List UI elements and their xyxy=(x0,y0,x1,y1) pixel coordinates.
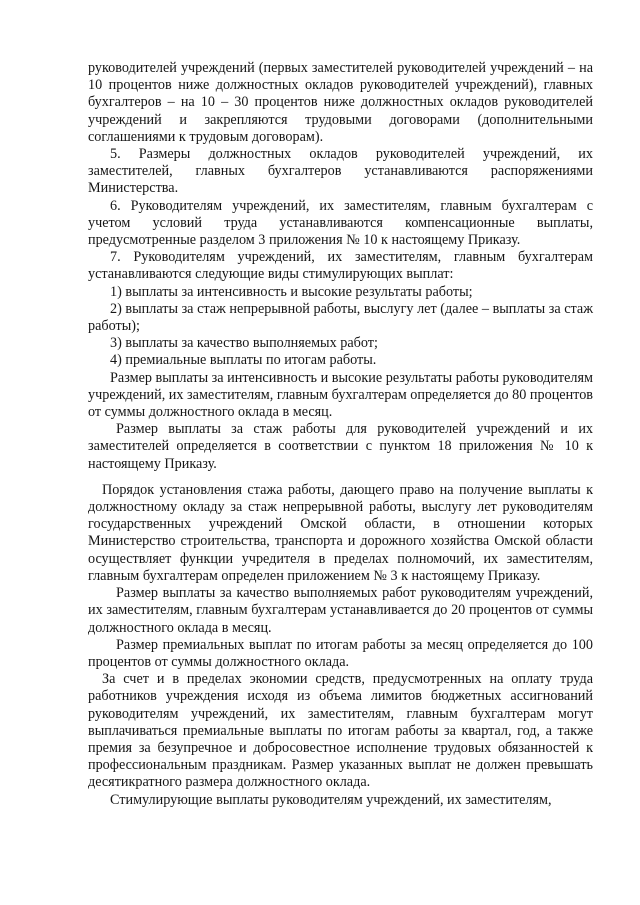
list-item-3: 3) выплаты за качество выполняемых работ; xyxy=(110,335,378,352)
paragraph-savings-bonus: За счет и в пределах экономии средств, предусмотренных на оплату труда работников учреждения исходя из объема лимитов бюджетных ассигнований руководителям учреждений, их заместителям, главным бухгалтерам могут выплачиваться премиальные выплаты по итогам работы за квартал, год, а также премия за безупречное и добросовестное исполнение трудовых обязанностей к профессиональным праздникам. Размер указанных выплат не должен превышать десятикратного размера должностного оклада. xyxy=(88,671,593,791)
paragraph-bonus-payment: Размер премиальных выплат по итогам работы за месяц определяется до 100 процентов от суммы должностного оклада. xyxy=(88,636,593,670)
paragraph-incentive-payments: Стимулирующие выплаты руководителям учреждений, их заместителям, xyxy=(110,791,552,808)
list-item-1: 1) выплаты за интенсивность и высокие результаты работы; xyxy=(110,283,473,300)
list-item-4: 4) премиальные выплаты по итогам работы. xyxy=(110,352,377,369)
paragraph-seniority-procedure: Порядок установления стажа работы, дающего право на получение выплаты к должностному окладу за стаж непрерывной работы, выслугу лет руководителям государственных учреждений Омской области, в отношении которых Министерство строительства, транспорта и дорожного хозяйства Омской области осуществляет функции учредителя в пределах полномочий, их заместителям, главным бухгалтерам определен приложением № 3 к настоящему Приказу. xyxy=(88,481,593,584)
list-item-2: 2) выплаты за стаж непрерывной работы, выслугу лет (далее – выплаты за стаж работы); xyxy=(88,300,593,335)
paragraph-1: руководителей учреждений (первых заместителей руководителей учреждений – на 10 процентов ниже должностных окладов руководителей учреждений), главных бухгалтеров – на 10 – 30 процентов ниже должностных окладов руководителей учреждений и закрепляются трудовыми договорами (дополнительными соглашениями к трудовым договорам). xyxy=(88,60,593,145)
paragraph-quality-payment: Размер выплаты за качество выполняемых работ руководителям учреждений, их заместителям, главным бухгалтерам устанавливается до 20 процентов от суммы должностного оклада в месяц. xyxy=(88,585,593,636)
paragraph-intensity-payment: Размер выплаты за интенсивность и высокие результаты работы руководителям учреждений, их заместителям, главным бухгалтерам определяется до 80 процентов от суммы должностного оклада в месяц. xyxy=(88,369,593,421)
paragraph-item-7: 7. Руководителям учреждений, их заместителям, главным бухгалтерам устанавливаются следующие виды стимулирующих выплат: xyxy=(88,249,593,283)
paragraph-item-6: 6. Руководителям учреждений, их заместителям, главным бухгалтерам с учетом условий труда устанавливаются компенсационные выплаты, предусмотренные разделом 3 приложения № 10 к настоящему Приказу. xyxy=(88,197,593,249)
paragraph-item-5: 5. Размеры должностных окладов руководителей учреждений, их заместителей, главных бухгалтеров устанавливаются распоряжениями Министерства. xyxy=(88,146,593,197)
paragraph-seniority-payment: Размер выплаты за стаж работы для руководителей учреждений и их заместителей определяется в соответствии с пунктом 18 приложения № 10 к настоящему Приказу. xyxy=(88,421,593,472)
